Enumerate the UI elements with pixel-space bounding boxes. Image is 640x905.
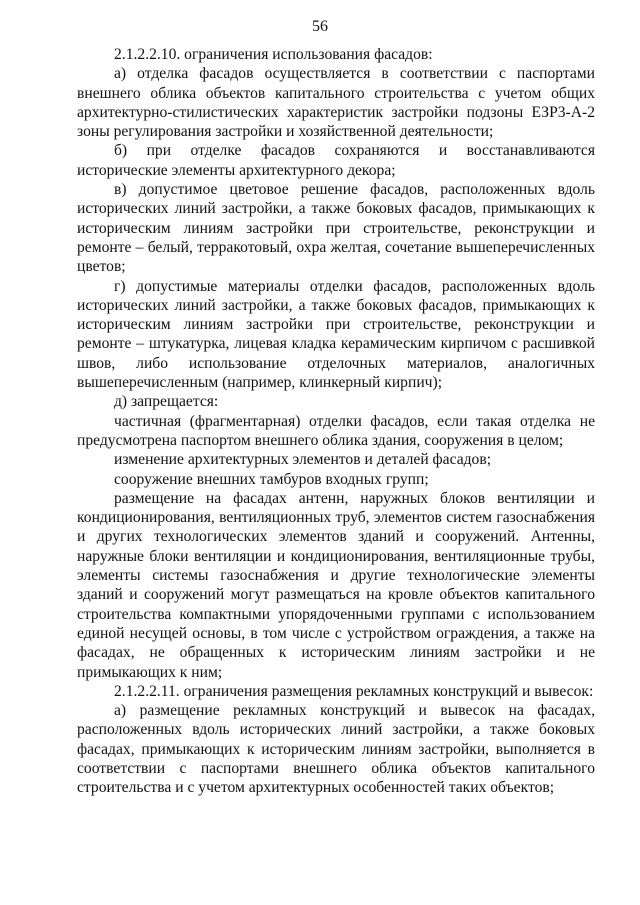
paragraph-g-finishing-materials: г) допустимые материалы отделки фасадов, расположенных вдоль исторических линий застройки, а также боковых фасадов, примыкающих к историческим линиям застройки при строительстве, реконструкции и ремонте – штукатурка, лицевая кладка керамическим кирпичом с расшивкой швов, либо использование отделочных материалов, аналогичных вышеперечисленным (например, клинкерный кирпич);	[77, 277, 595, 392]
document-body	[77, 45, 595, 798]
prohibited-item-element-change: изменение архитектурных элементов и деталей фасадов;	[114, 451, 492, 469]
section-heading-2-1-2-2-10: 2.1.2.2.10. ограничения использования фасадов:	[114, 46, 433, 63]
prohibited-item-partial-finishing: частичная (фрагментарная) отделки фасадов, если такая отделка не предусмотрена паспортом внешнего облика здания, сооружения в целом;	[77, 412, 595, 449]
paragraph-b-decor-preservation: б) при отделке фасадов сохраняются и восстанавливаются исторические элементы архитектурного декора;	[77, 142, 595, 179]
paragraph-v-color-solution: в) допустимое цветовое решение фасадов, расположенных вдоль исторических линий застройки, а также боковых фасадов, примыкающих к историческим линиям застройки при строительстве, реконструкции и ремонте – белый, терракотовый, охра желтая, сочетание вышеперечисленных цветов;	[77, 181, 595, 276]
paragraph-d-prohibited: д) запрещается:	[114, 393, 219, 411]
page-number: 56	[312, 18, 328, 35]
paragraph-a-facade-finishing: а) отделка фасадов осуществляется в соответствии с паспортами внешнего облика объектов капитального строительства с учетом общих архитектурно-стилистических характеристик застройки подзоны ЕЗР3-А-2 зоны регулирования застройки и хозяйственной деятельности;	[77, 65, 595, 141]
section-heading-2-1-2-2-11: 2.1.2.2.11. ограничения размещения рекламных конструкций и вывесок:	[114, 682, 594, 700]
paragraph-a-advertising-placement: а) размещение рекламных конструкций и вывесок на фасадах, расположенных вдоль исторических линий застройки, а также боковых фасадах, примыкающих к историческим линиям застройки, выполняется в соответствии с паспортами внешнего облика объектов капитального строительства и с учетом архитектурных особенностей таких объектов;	[77, 702, 595, 797]
prohibited-item-equipment-placement: размещение на фасадах антенн, наружных блоков вентиляции и кондиционирования, вентиляционных труб, элементов систем газоснабжения и других технологических элементов зданий и сооружений. Антенны, наружные блоки вентиляции и кондиционирования, вентиляционные трубы, элементы системы газоснабжения и другие технологические элементы зданий и сооружений могут размещаться на кровле объектов капитального строительства компактными упорядоченными группами с использованием единой несущей основы, в том числе с устройством ограждения, а также на фасадах, не обращенных к историческим линиям застройки и не примыкающих к ним;	[77, 489, 595, 681]
prohibited-item-vestibules: сооружение внешних тамбуров входных групп;	[114, 470, 429, 488]
